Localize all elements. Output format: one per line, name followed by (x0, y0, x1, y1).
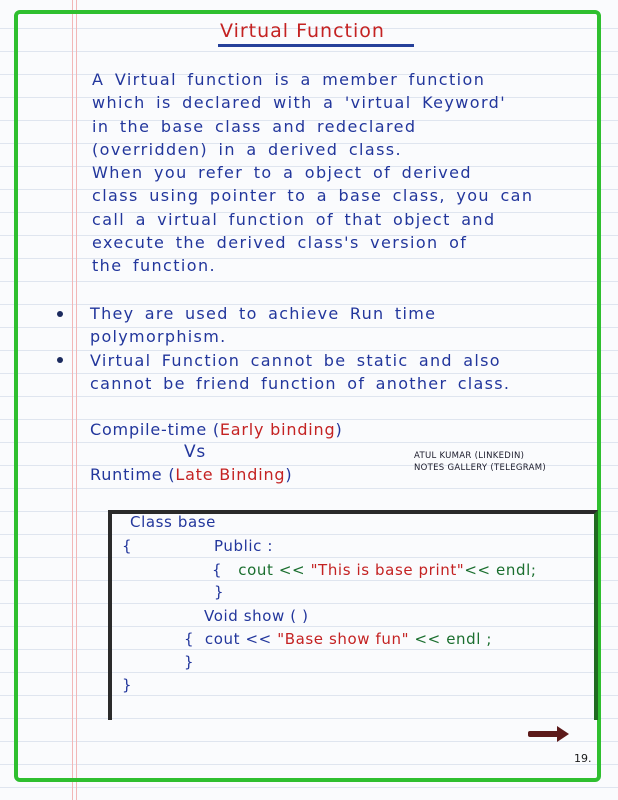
bullet-line: cannot be friend function of another class. (90, 374, 511, 393)
code-print-line (212, 561, 537, 579)
intro-line: which is declared with a 'virtual Keyword' (92, 93, 507, 113)
compile-time-line (90, 420, 342, 439)
code-show-line (184, 630, 492, 648)
code-open-brace: { (122, 537, 133, 555)
intro-line: in the base class and redeclared (92, 116, 417, 136)
intro-line: the function. (92, 256, 216, 276)
bullet-dot-icon (57, 357, 63, 363)
page-number: 19. (574, 752, 592, 765)
code-block-frame (108, 510, 598, 720)
intro-line: When you refer to a object of derived (92, 163, 472, 183)
code-fn2-open: { (184, 630, 195, 648)
credit-telegram: NOTES GALLERY (TELEGRAM) (414, 463, 547, 473)
code-fn1-string: "This is base print" (310, 561, 465, 579)
bullet-dot-icon (57, 311, 63, 317)
runtime-label: Runtime ( (90, 465, 176, 484)
code-fn1-cout: cout << (238, 561, 306, 579)
early-binding-label: Early binding (219, 420, 336, 439)
intro-line: execute the derived class's version of (92, 233, 468, 253)
code-fn1-open: { (212, 561, 223, 579)
intro-line: (overridden) in a derived class. (92, 139, 403, 159)
bullet-line: polymorphism. (90, 327, 227, 346)
code-fn1-close: } (214, 583, 225, 601)
code-fn1-tail: << endl; (464, 561, 537, 579)
late-binding-label: Late Binding (175, 465, 286, 484)
code-class-decl: Class base (130, 513, 216, 531)
compile-time-label: Compile-time ( (90, 420, 220, 439)
intro-paragraph (92, 68, 597, 278)
bullet-item-restrictions (90, 349, 510, 395)
code-fn2-close: } (184, 653, 195, 671)
code-fn2-tail: << endl ; (414, 630, 493, 648)
code-fn2-string: "Base show fun" (277, 630, 410, 648)
runtime-line (90, 465, 292, 484)
code-close-brace: } (122, 676, 133, 694)
intro-line: class using pointer to a base class, you can (92, 186, 534, 206)
next-page-arrow-head-icon (557, 726, 569, 742)
page-title: Virtual Function (220, 20, 385, 42)
code-public: Public : (214, 537, 274, 555)
runtime-close: ) (285, 465, 293, 484)
title-underline (218, 44, 414, 47)
versus-label: Vs (184, 442, 207, 462)
credit-linkedin: ATUL KUMAR (LINKEDIN) (414, 451, 525, 461)
next-page-arrow-icon (528, 731, 559, 737)
bullet-line: Virtual Function cannot be static and also (90, 351, 501, 370)
intro-line: call a virtual function of that object and (92, 209, 496, 229)
bullet-line: They are used to achieve Run time (90, 304, 437, 323)
compile-time-close: ) (335, 420, 343, 439)
intro-line: A Virtual function is a member function (92, 70, 486, 89)
bullet-item-runtime-polymorphism (90, 302, 436, 348)
code-fn2-cout: cout << (204, 630, 272, 648)
code-show-decl: Void show ( ) (204, 607, 309, 625)
